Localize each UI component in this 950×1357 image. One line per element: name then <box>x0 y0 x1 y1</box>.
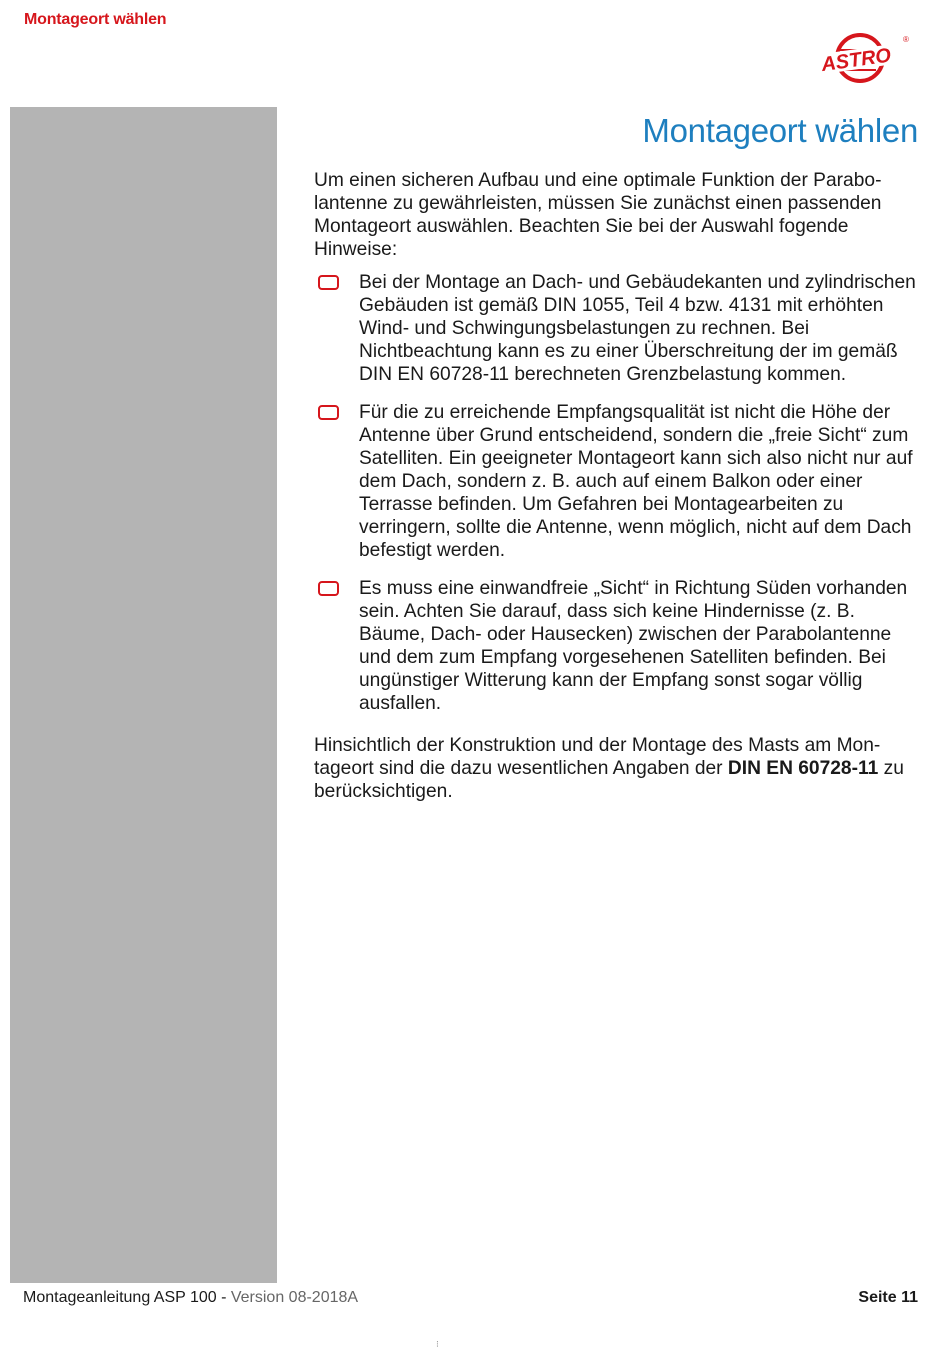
list-item-text: Für die zu erreichende Empfangsqualität ist nicht die Höhe der Antenne über Grund entscheidend, sondern die „freie Sicht“ zum Satelliten. Ein geeigneter Montageort kann sich also nicht nur auf dem Dach, sondern z. B. auch auf einem Balkon oder einer Terrasse befinden. Um Gefahren bei Montagearbeiten zu verringern, sollte die Antenne, wenn möglich, nicht auf dem Dach befestigt werden. <box>359 402 913 561</box>
list-item <box>314 577 920 715</box>
logo-text: ASTRO <box>819 44 893 77</box>
scan-mark: ⁝ <box>436 1339 439 1349</box>
list-item-text: Bei der Montage an Dach- und Gebäudekanten und zylindrischen Gebäuden ist gemäß DIN 1055, Teil 4 bzw. 4131 mit erhöhten Wind- und Schwingungsbelastungen zu rechnen. Bei Nichtbeachtung kann es zu einer Überschreitung der im gemäß DIN EN 60728-11 berechneten Grenzbelastung kommen. <box>359 272 916 385</box>
header-section-label: Montageort wählen <box>24 11 167 28</box>
checkbox-bullet-icon <box>318 405 339 420</box>
closing-text-end: zu berücksichtigen. <box>314 758 904 802</box>
main-content <box>314 169 920 803</box>
gray-sidebar <box>10 107 277 1283</box>
list-item <box>314 271 920 386</box>
closing-text-start: Hinsichtlich der Konstruktion und der Montage des Masts am Montageort sind die dazu wesentlichen Angaben der <box>314 735 881 779</box>
astro-logo <box>808 28 908 84</box>
hint-list <box>314 271 920 715</box>
checkbox-bullet-icon <box>318 581 339 596</box>
checkbox-bullet-icon <box>318 275 339 290</box>
footer-doc-name: Montageanleitung ASP 100 - <box>23 1289 231 1306</box>
list-item <box>314 401 920 562</box>
intro-paragraph: Um einen sicheren Aufbau und eine optimale Funktion der Parabolantenne zu gewährleisten, müssen Sie zunächst einen passenden Montageort auswählen. Beachten Sie bei der Auswahl fogende Hinweise: <box>314 170 882 260</box>
closing-paragraph <box>314 734 920 803</box>
logo-registered-mark: ® <box>903 35 909 44</box>
standard-reference: DIN EN 60728-11 <box>727 758 879 779</box>
list-item-text: Es muss eine einwandfreie „Sicht“ in Richtung Süden vorhanden sein. Achten Sie darauf, dass sich keine Hindernisse (z. B. Bäume, Dach- oder Hausecken) zwischen der Parabolantenne und dem zum Empfang vorgesehenen Satelliten befinden. Bei ungünstiger Witterung kann der Empfang sonst sogar völlig ausfallen. <box>359 578 908 714</box>
page-number: Seite 11 <box>858 1289 918 1306</box>
footer-version: Version 08-2018A <box>230 1289 359 1306</box>
page-title: Montageort wählen <box>642 112 918 149</box>
footer-document-info <box>23 1289 358 1307</box>
